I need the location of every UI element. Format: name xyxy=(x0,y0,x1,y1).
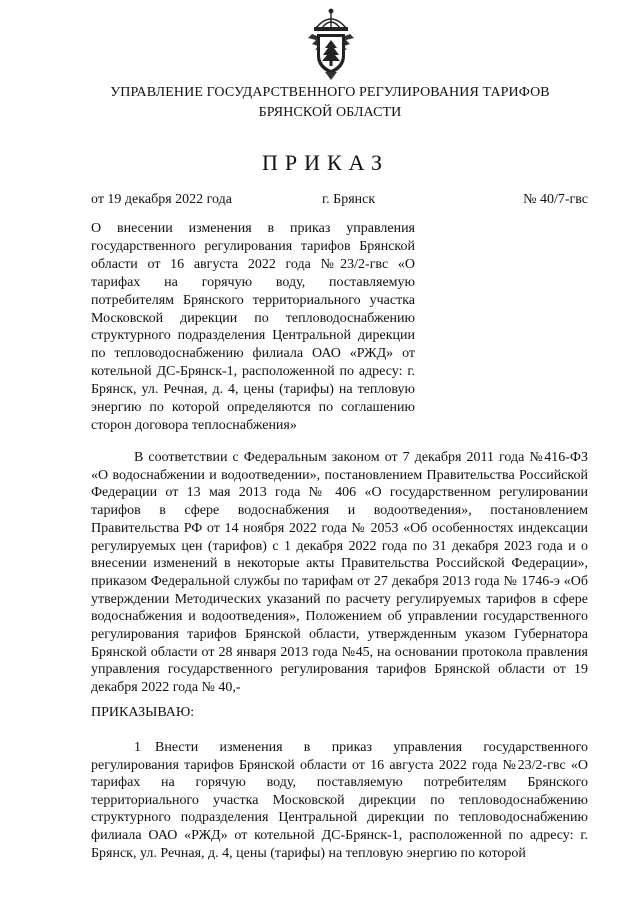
order-word: ПРИКАЗЫВАЮ: xyxy=(91,705,195,720)
order-item-text: Внести изменения в приказ управления государственного регулирования тарифов Брянской области от 16 августа 2022 года №23/2-гвс «О тарифах на горячую воду, поставляемую потребителям Брянского территориального участка Московской дирекции по тепловодоснабжению структурного подразделения Центральной дирекции по тепловодоснабжению филиала ОАО «РЖД» от котельной ДС-Брянск-1, расположенной по адресу: г. Брянск, ул. Речная, д. 4, цены (тарифы) на тепловую энергию по которой xyxy=(91,740,588,861)
coat-of-arms-graphic xyxy=(298,8,364,82)
document-city: г. Брянск xyxy=(322,192,376,207)
document-type-title: ПРИКАЗ xyxy=(261,150,390,175)
document-subject: О внесении изменения в приказ управления государственного регулирования тарифов Брянской области от 16 августа 2022 года №23/2-гвс «О тарифах на горячую воду, поставляемую потребителям Брянского территориального участка Московской дирекции по тепловодоснабжению структурного подразделения Центральной дирекции по тепловодоснабжению филиала ОАО «РЖД» от котельной ДС-Брянск-1, расположенной по адресу: г. Брянск, ул. Речная, д. 4, цены (тарифы) на тепловую энергию по которой определяются по соглашению сторон договора теплоснабжения» xyxy=(91,221,415,433)
preamble-paragraph: В соответствии с Федеральным законом от 7 декабря 2011 года №416-ФЗ «О водоснабжении и водоотведении», постановлением Правительства Российской Федерации от 13 мая 2013 года № 406 «О государственном регулировании тарифов в сфере водоснабжения и водоотведения», постановлением Правительства РФ от 14 ноября 2022 года № 2053 «Об особенностях индексации регулируемых цен (тарифов) с 1 декабря 2022 года по 31 декабря 2023 года и о внесении изменений в некоторые акты Правительства Российской Федерации», приказом Федеральной службы по тарифам от 27 декабря 2013 года № 1746-э «Об утверждении Методических указаний по расчету регулируемых тарифов в сфере водоснабжения и водоотведения», Положением об управлении государственного регулирования тарифов Брянской области, утвержденным указом Губернатора Брянской области от 28 января 2013 года №45, на основании протокола правления управления государственного регулирования тарифов Брянской области от 19 декабря 2022 года № 40,- xyxy=(91,450,588,696)
document-date: от 19 декабря 2022 года xyxy=(91,192,232,207)
coat-of-arms-icon xyxy=(298,8,364,82)
order-item-number: 1 xyxy=(134,740,141,755)
issuing-authority xyxy=(60,83,600,123)
authority-name-line-2: БРЯНСКОЙ ОБЛАСТИ xyxy=(258,105,402,120)
order-item-1 xyxy=(91,739,588,862)
document-number: № 40/7-гвс xyxy=(523,192,588,207)
authority-name-line-1: УПРАВЛЕНИЕ ГОСУДАРСТВЕННОГО РЕГУЛИРОВАНИЯ ТАРИФОВ xyxy=(110,85,550,100)
